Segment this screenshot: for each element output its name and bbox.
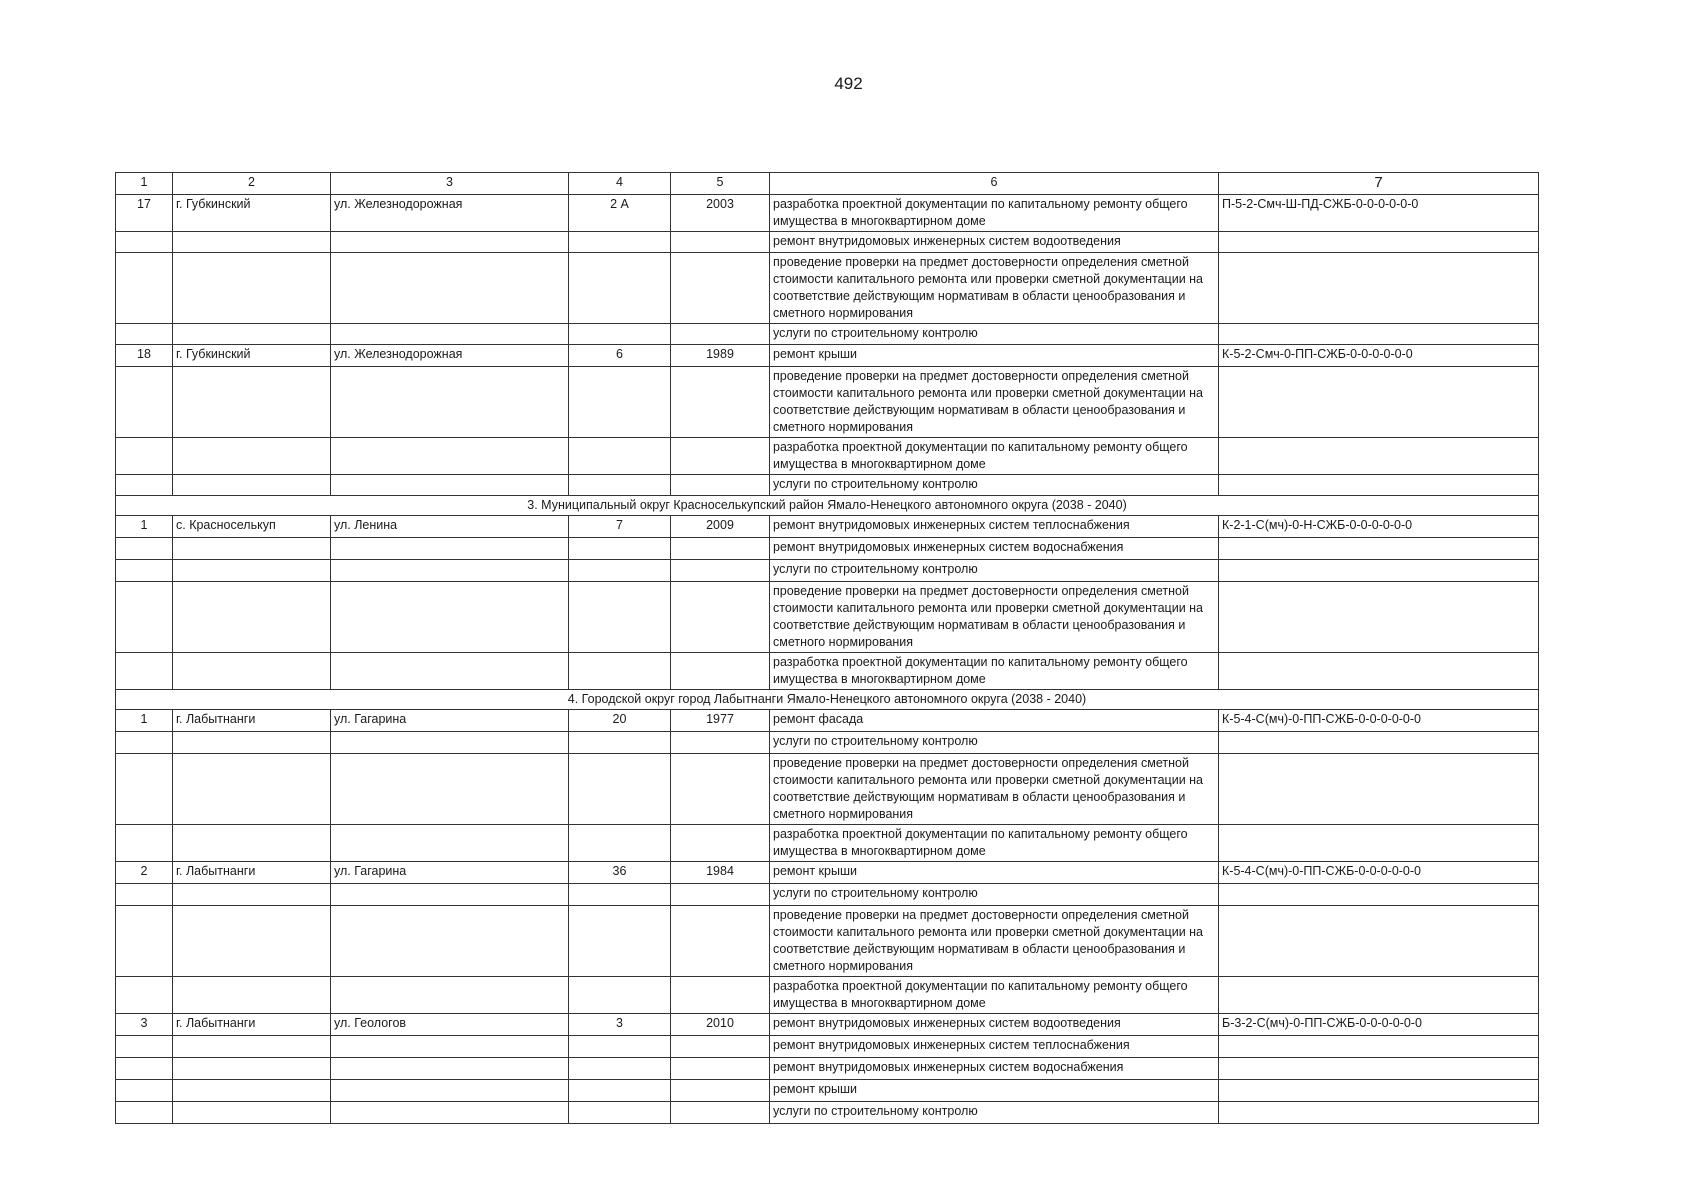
street-cell: [331, 324, 569, 345]
house-number-cell: 7: [569, 516, 671, 538]
year-built-cell: [671, 582, 770, 653]
section-title: 4. Городской округ город Лабытнанги Ямало-Ненецкого автономного округа (2038 - 2040): [116, 690, 1539, 710]
settlement-cell: г. Лабытнанги: [173, 710, 331, 732]
street-cell: [331, 475, 569, 496]
street-cell: [331, 653, 569, 690]
table-row: [116, 906, 1539, 977]
table-row: [116, 754, 1539, 825]
settlement-cell: [173, 1036, 331, 1058]
settlement-cell: [173, 324, 331, 345]
settlement-cell: г. Губкинский: [173, 195, 331, 232]
street-cell: [331, 825, 569, 862]
work-type-cell: проведение проверки на предмет достоверности определения сметной стоимости капитального ремонта или проверки сметной документации на соответствие действующим нормативам в области ценообразования и сметного нормирования: [770, 754, 1219, 825]
work-type-cell: проведение проверки на предмет достоверности определения сметной стоимости капитального ремонта или проверки сметной документации на соответствие действующим нормативам в области ценообразования и сметного нормирования: [770, 906, 1219, 977]
work-type-cell: разработка проектной документации по капитальному ремонту общего имущества в многоквартирном доме: [770, 977, 1219, 1014]
house-code-cell: К-5-4-С(мч)-0-ПП-СЖБ-0-0-0-0-0-0: [1219, 862, 1539, 884]
header-cell: 2: [173, 173, 331, 195]
work-type-cell: разработка проектной документации по капитальному ремонту общего имущества в многоквартирном доме: [770, 195, 1219, 232]
row-number-cell: [116, 367, 173, 438]
street-cell: [331, 560, 569, 582]
year-built-cell: [671, 977, 770, 1014]
year-built-cell: [671, 884, 770, 906]
street-cell: [331, 1102, 569, 1124]
row-number-cell: [116, 754, 173, 825]
section-title: 3. Муниципальный округ Красноселькупский район Ямало-Ненецкого автономного округа (2038 - 2040): [116, 496, 1539, 516]
house-code-cell: [1219, 1058, 1539, 1080]
row-number-cell: [116, 475, 173, 496]
table-row: [116, 582, 1539, 653]
house-number-cell: [569, 324, 671, 345]
settlement-cell: [173, 538, 331, 560]
row-number-cell: [116, 560, 173, 582]
house-number-cell: [569, 977, 671, 1014]
table-row: [116, 438, 1539, 475]
street-cell: ул. Железнодорожная: [331, 195, 569, 232]
house-number-cell: [569, 1080, 671, 1102]
work-type-cell: услуги по строительному контролю: [770, 560, 1219, 582]
section-title-row: [116, 690, 1539, 710]
settlement-cell: [173, 582, 331, 653]
house-number-cell: 3: [569, 1014, 671, 1036]
house-code-cell: [1219, 367, 1539, 438]
year-built-cell: [671, 367, 770, 438]
house-code-cell: К-5-2-Смч-0-ПП-СЖБ-0-0-0-0-0-0: [1219, 345, 1539, 367]
row-number-cell: [116, 977, 173, 1014]
table-row: [116, 475, 1539, 496]
house-number-cell: 2 А: [569, 195, 671, 232]
street-cell: [331, 438, 569, 475]
work-type-cell: услуги по строительному контролю: [770, 732, 1219, 754]
year-built-cell: [671, 906, 770, 977]
house-number-cell: [569, 1036, 671, 1058]
table-row: [116, 232, 1539, 253]
table-row: [116, 253, 1539, 324]
street-cell: [331, 1080, 569, 1102]
header-cell: 4: [569, 173, 671, 195]
year-built-cell: 1977: [671, 710, 770, 732]
year-built-cell: [671, 324, 770, 345]
house-code-cell: [1219, 324, 1539, 345]
work-type-cell: разработка проектной документации по капитальному ремонту общего имущества в многоквартирном доме: [770, 653, 1219, 690]
year-built-cell: 2010: [671, 1014, 770, 1036]
work-type-cell: ремонт внутридомовых инженерных систем водоснабжения: [770, 538, 1219, 560]
row-number-cell: [116, 1036, 173, 1058]
year-built-cell: [671, 1080, 770, 1102]
row-number-cell: 3: [116, 1014, 173, 1036]
table-row: [116, 345, 1539, 367]
row-number-cell: [116, 324, 173, 345]
work-type-cell: ремонт внутридомовых инженерных систем водоотведения: [770, 1014, 1219, 1036]
table-row: [116, 516, 1539, 538]
house-code-cell: [1219, 653, 1539, 690]
year-built-cell: 2009: [671, 516, 770, 538]
house-code-cell: [1219, 538, 1539, 560]
work-type-cell: ремонт внутридомовых инженерных систем водоснабжения: [770, 1058, 1219, 1080]
house-code-cell: К-5-4-С(мч)-0-ПП-СЖБ-0-0-0-0-0-0: [1219, 710, 1539, 732]
row-number-cell: 2: [116, 862, 173, 884]
header-cell: 3: [331, 173, 569, 195]
table-row: [116, 324, 1539, 345]
year-built-cell: [671, 1102, 770, 1124]
table-row: [116, 1036, 1539, 1058]
house-code-cell: [1219, 253, 1539, 324]
work-type-cell: разработка проектной документации по капитальному ремонту общего имущества в многоквартирном доме: [770, 438, 1219, 475]
work-type-cell: ремонт внутридомовых инженерных систем теплоснабжения: [770, 1036, 1219, 1058]
year-built-cell: [671, 438, 770, 475]
work-type-cell: проведение проверки на предмет достоверности определения сметной стоимости капитального ремонта или проверки сметной документации на соответствие действующим нормативам в области ценообразования и сметного нормирования: [770, 253, 1219, 324]
settlement-cell: г. Губкинский: [173, 345, 331, 367]
street-cell: [331, 977, 569, 1014]
row-number-cell: [116, 538, 173, 560]
house-code-cell: [1219, 906, 1539, 977]
house-number-cell: 20: [569, 710, 671, 732]
row-number-cell: [116, 653, 173, 690]
row-number-cell: [116, 232, 173, 253]
street-cell: ул. Ленина: [331, 516, 569, 538]
street-cell: ул. Железнодорожная: [331, 345, 569, 367]
row-number-cell: [116, 732, 173, 754]
settlement-cell: [173, 475, 331, 496]
street-cell: [331, 732, 569, 754]
header-cell: 1: [116, 173, 173, 195]
street-cell: [331, 884, 569, 906]
street-cell: [331, 1058, 569, 1080]
year-built-cell: [671, 1036, 770, 1058]
table-row: [116, 367, 1539, 438]
street-cell: [331, 906, 569, 977]
street-cell: [331, 538, 569, 560]
settlement-cell: [173, 732, 331, 754]
year-built-cell: [671, 475, 770, 496]
street-cell: ул. Геологов: [331, 1014, 569, 1036]
house-number-cell: [569, 1102, 671, 1124]
table-row: [116, 1058, 1539, 1080]
house-number-cell: [569, 825, 671, 862]
house-code-cell: П-5-2-Смч-Ш-ПД-СЖБ-0-0-0-0-0-0: [1219, 195, 1539, 232]
year-built-cell: [671, 1058, 770, 1080]
table-row: [116, 825, 1539, 862]
house-code-cell: [1219, 884, 1539, 906]
table-row: [116, 560, 1539, 582]
house-number-cell: [569, 906, 671, 977]
row-number-cell: [116, 253, 173, 324]
settlement-cell: [173, 754, 331, 825]
work-type-cell: ремонт крыши: [770, 345, 1219, 367]
table-row: [116, 884, 1539, 906]
table-row: [116, 1080, 1539, 1102]
year-built-cell: [671, 825, 770, 862]
work-type-cell: услуги по строительному контролю: [770, 475, 1219, 496]
settlement-cell: [173, 438, 331, 475]
house-code-cell: Б-3-2-С(мч)-0-ПП-СЖБ-0-0-0-0-0-0: [1219, 1014, 1539, 1036]
row-number-cell: 1: [116, 516, 173, 538]
house-code-cell: [1219, 232, 1539, 253]
row-number-cell: 1: [116, 710, 173, 732]
house-number-cell: 36: [569, 862, 671, 884]
house-number-cell: [569, 232, 671, 253]
year-built-cell: [671, 732, 770, 754]
row-number-cell: [116, 438, 173, 475]
settlement-cell: [173, 884, 331, 906]
year-built-cell: [671, 560, 770, 582]
house-code-cell: [1219, 732, 1539, 754]
year-built-cell: [671, 538, 770, 560]
house-number-cell: [569, 653, 671, 690]
house-number-cell: [569, 438, 671, 475]
house-code-cell: [1219, 1102, 1539, 1124]
settlement-cell: [173, 1102, 331, 1124]
house-code-cell: [1219, 1036, 1539, 1058]
row-number-cell: 18: [116, 345, 173, 367]
house-code-cell: [1219, 582, 1539, 653]
page-number: 492: [834, 74, 863, 93]
settlement-cell: [173, 653, 331, 690]
house-number-cell: [569, 582, 671, 653]
table-row: [116, 977, 1539, 1014]
year-built-cell: [671, 253, 770, 324]
house-number-cell: [569, 884, 671, 906]
settlement-cell: [173, 1058, 331, 1080]
settlement-cell: [173, 906, 331, 977]
street-cell: [331, 253, 569, 324]
year-built-cell: [671, 754, 770, 825]
house-number-cell: [569, 253, 671, 324]
house-number-cell: [569, 560, 671, 582]
header-cell: 5: [671, 173, 770, 195]
section-title-row: [116, 496, 1539, 516]
house-number-cell: [569, 732, 671, 754]
street-cell: ул. Гагарина: [331, 862, 569, 884]
year-built-cell: [671, 232, 770, 253]
street-cell: [331, 232, 569, 253]
house-number-cell: [569, 367, 671, 438]
table-row: [116, 862, 1539, 884]
street-cell: [331, 367, 569, 438]
house-code-cell: [1219, 754, 1539, 825]
house-number-cell: [569, 538, 671, 560]
header-row: [116, 173, 1539, 195]
row-number-cell: [116, 1080, 173, 1102]
row-number-cell: [116, 1102, 173, 1124]
row-number-cell: [116, 906, 173, 977]
settlement-cell: г. Лабытнанги: [173, 1014, 331, 1036]
header-cell: 6: [770, 173, 1219, 195]
work-type-cell: проведение проверки на предмет достоверности определения сметной стоимости капитального ремонта или проверки сметной документации на соответствие действующим нормативам в области ценообразования и сметного нормирования: [770, 367, 1219, 438]
settlement-cell: [173, 367, 331, 438]
house-code-cell: [1219, 438, 1539, 475]
work-type-cell: услуги по строительному контролю: [770, 1102, 1219, 1124]
registry-table: [115, 172, 1539, 1124]
row-number-cell: 17: [116, 195, 173, 232]
work-type-cell: ремонт фасада: [770, 710, 1219, 732]
table-row: [116, 538, 1539, 560]
table-row: [116, 653, 1539, 690]
settlement-cell: с. Красноселькуп: [173, 516, 331, 538]
row-number-cell: [116, 582, 173, 653]
work-type-cell: проведение проверки на предмет достоверности определения сметной стоимости капитального ремонта или проверки сметной документации на соответствие действующим нормативам в области ценообразования и сметного нормирования: [770, 582, 1219, 653]
house-number-cell: [569, 754, 671, 825]
row-number-cell: [116, 825, 173, 862]
work-type-cell: ремонт внутридомовых инженерных систем водоотведения: [770, 232, 1219, 253]
settlement-cell: [173, 253, 331, 324]
table-row: [116, 732, 1539, 754]
year-built-cell: [671, 653, 770, 690]
year-built-cell: 1984: [671, 862, 770, 884]
house-code-cell: К-2-1-С(мч)-0-Н-СЖБ-0-0-0-0-0-0: [1219, 516, 1539, 538]
table-row: [116, 1014, 1539, 1036]
house-code-cell: [1219, 475, 1539, 496]
settlement-cell: [173, 977, 331, 1014]
work-type-cell: услуги по строительному контролю: [770, 324, 1219, 345]
work-type-cell: ремонт крыши: [770, 1080, 1219, 1102]
street-cell: [331, 754, 569, 825]
header-cell: 7: [1219, 173, 1539, 195]
street-cell: ул. Гагарина: [331, 710, 569, 732]
street-cell: [331, 582, 569, 653]
work-type-cell: услуги по строительному контролю: [770, 884, 1219, 906]
house-code-cell: [1219, 977, 1539, 1014]
settlement-cell: [173, 1080, 331, 1102]
year-built-cell: 2003: [671, 195, 770, 232]
settlement-cell: [173, 232, 331, 253]
settlement-cell: г. Лабытнанги: [173, 862, 331, 884]
house-code-cell: [1219, 560, 1539, 582]
street-cell: [331, 1036, 569, 1058]
row-number-cell: [116, 1058, 173, 1080]
work-type-cell: ремонт внутридомовых инженерных систем теплоснабжения: [770, 516, 1219, 538]
table-row: [116, 1102, 1539, 1124]
settlement-cell: [173, 825, 331, 862]
table-row: [116, 710, 1539, 732]
house-code-cell: [1219, 825, 1539, 862]
house-number-cell: [569, 475, 671, 496]
house-number-cell: 6: [569, 345, 671, 367]
table-row: [116, 195, 1539, 232]
house-number-cell: [569, 1058, 671, 1080]
work-type-cell: ремонт крыши: [770, 862, 1219, 884]
work-type-cell: разработка проектной документации по капитальному ремонту общего имущества в многоквартирном доме: [770, 825, 1219, 862]
row-number-cell: [116, 884, 173, 906]
year-built-cell: 1989: [671, 345, 770, 367]
settlement-cell: [173, 560, 331, 582]
house-code-cell: [1219, 1080, 1539, 1102]
registry-body: [116, 173, 1539, 1124]
